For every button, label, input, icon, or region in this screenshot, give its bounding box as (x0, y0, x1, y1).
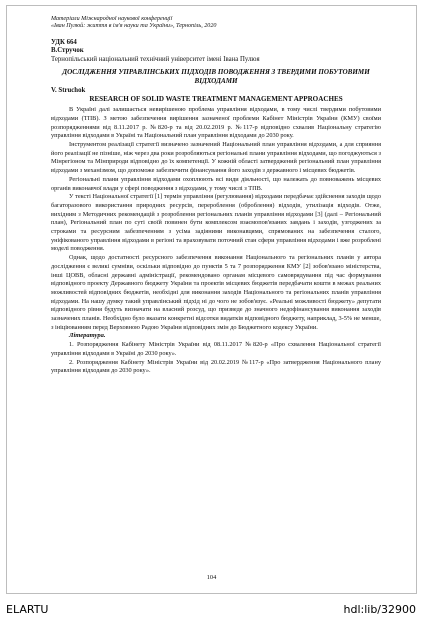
repository-name: ELARTU (6, 603, 49, 616)
affiliation: Тернопільський національний технічний університет імені Івана Пулюя (51, 55, 260, 63)
paragraph-5: Однак, щодо достатності ресурсного забезпечення виконання Національного та регіональних планів у автора дослідження є великі сумніви, оскільки відповідно до пунктів 5 та 7 розпорядження КМУ [2] зобов'язано міністерства, інші ЦОВВ, обласні державні адміністрації, рекомендовано органам місцевого самоврядування під час формування відповідного проекту Державного бюджету України та проектів місцевих бюджетів передбачати кошти в межах реальних можливостей відповідних бюджетів, необхідні для виконання заходів Національного та регіональних планів управління відходами. На нашу думку такий управлінський підхід ні до чого не зобов'язує. «Реальні можливості бюджету» депутати відповідного рівня будуть визначати на власний розсуд, що призведе до значного недофінансування виконання заходів зазначених планів. Необхідно було вказати конкретні відсотки видатків відповідного бюджету, наприклад, 3-5% не менше, з ініціюванням перед Верховною Радою України відповідних змін до Бюджетного кодексу України. (51, 254, 381, 331)
document-page (6, 5, 417, 594)
conference-header (51, 16, 381, 31)
conference-line-2: «Іван Пулюй: життя в ім'я науки та України», Тернопіль, 2020 (51, 23, 217, 30)
reference-1: 1. Розпорядження Кабінету Міністрів України від 08.11.2017 №820-р «Про схвалення Національної стратегії управління відходами в Україні до 2030 року». (51, 341, 381, 357)
title-ua: ДОСЛІДЖЕННЯ УПРАВЛІНСЬКИХ ПІДХОДІВ ПОВОДЖЕННЯ З ТВЕРДИМИ ПОБУТОВИМИ ВІДХОДАМИ (62, 68, 370, 86)
author-ua: В.Стручок (51, 47, 84, 55)
paragraph-4: У тексті Національної стратегії [1] термін управління (регулювання) відходами передбачає здійснення заходів щодо багаторазового використання природних ресурсів, перероблення (оброблення) відходів, утилізація відходів. Отже, вихідним з Методичних рекомендацій з розроблення регіональних планів управління відходами [3] (далі – Регіональний план), Регіональний план по суті своїй повинен бути комплексом взаємопов'язаних завдань і заходів, узгоджених за строками та ресурсним забезпеченням з усіма задіяними виконавцями, спрямованих на забезпечення сталого, уніфікованого управління відходами в регіоні та враховувати поточний стан сфери управління відходами і вже розроблені моделі поводження. (51, 193, 381, 253)
conference-line-1: Матеріали Міжнародної наукової конференції (51, 16, 173, 22)
paragraph-1: В Україні далі залишається невирішеною проблема управління відходами, в тому числі твердими побутовими відходами (ТПВ). З метою забезпечення вирішення зазначеної проблеми Кабінет Міністрів України (КМУ) своїми розпорядженнями від 8.11.2017 р. №820-р та від 20.02.2019 р. №117-р відповідно схвалив Національну стратегію управління відходами в Україні та Національний план управління відходами до 2030 року. (51, 106, 381, 140)
reference-2: 2. Розпорядження Кабінету Міністрів України від 20.02.2019 №117-р «Про затвердження Національного плану управління відходами до 2030 року». (51, 358, 381, 375)
page-number: 104 (206, 574, 217, 581)
page-content (51, 16, 381, 376)
repository-footer (0, 596, 424, 620)
udc-code: УДК 664 (51, 38, 77, 46)
handle-id: hdl:lib/32900 (343, 603, 416, 616)
author-en: V. Struchok (51, 86, 86, 94)
literature-heading: Література. (69, 332, 106, 340)
paragraph-2: Інструментом реалізації стратегії визначено зазначений Національний план управління відходами, а для сприяння його реалізації не пізніше, ніж через два роки розробляються регіональні плани управління відходами, що погоджуються з Мінрегіоном та Мінприроди відповідно до їх компетенції. У кожній області затверджений регіональний план управління відходами з механізмом, що допоможе забезпечити фінансування його заходів з державного і місцевих бюджетів. (51, 141, 381, 175)
title-en: RESEARCH OF SOLID WASTE TREATMENT MANAGEMENT APPROACHES (89, 95, 343, 104)
paragraph-3: Регіональні плани управління відходами охоплюють всі види діяльності, що належать до повноважень місцевих органів виконавчої влади у сфері поводження з відходами, у тому числі з ТПВ. (51, 175, 381, 192)
